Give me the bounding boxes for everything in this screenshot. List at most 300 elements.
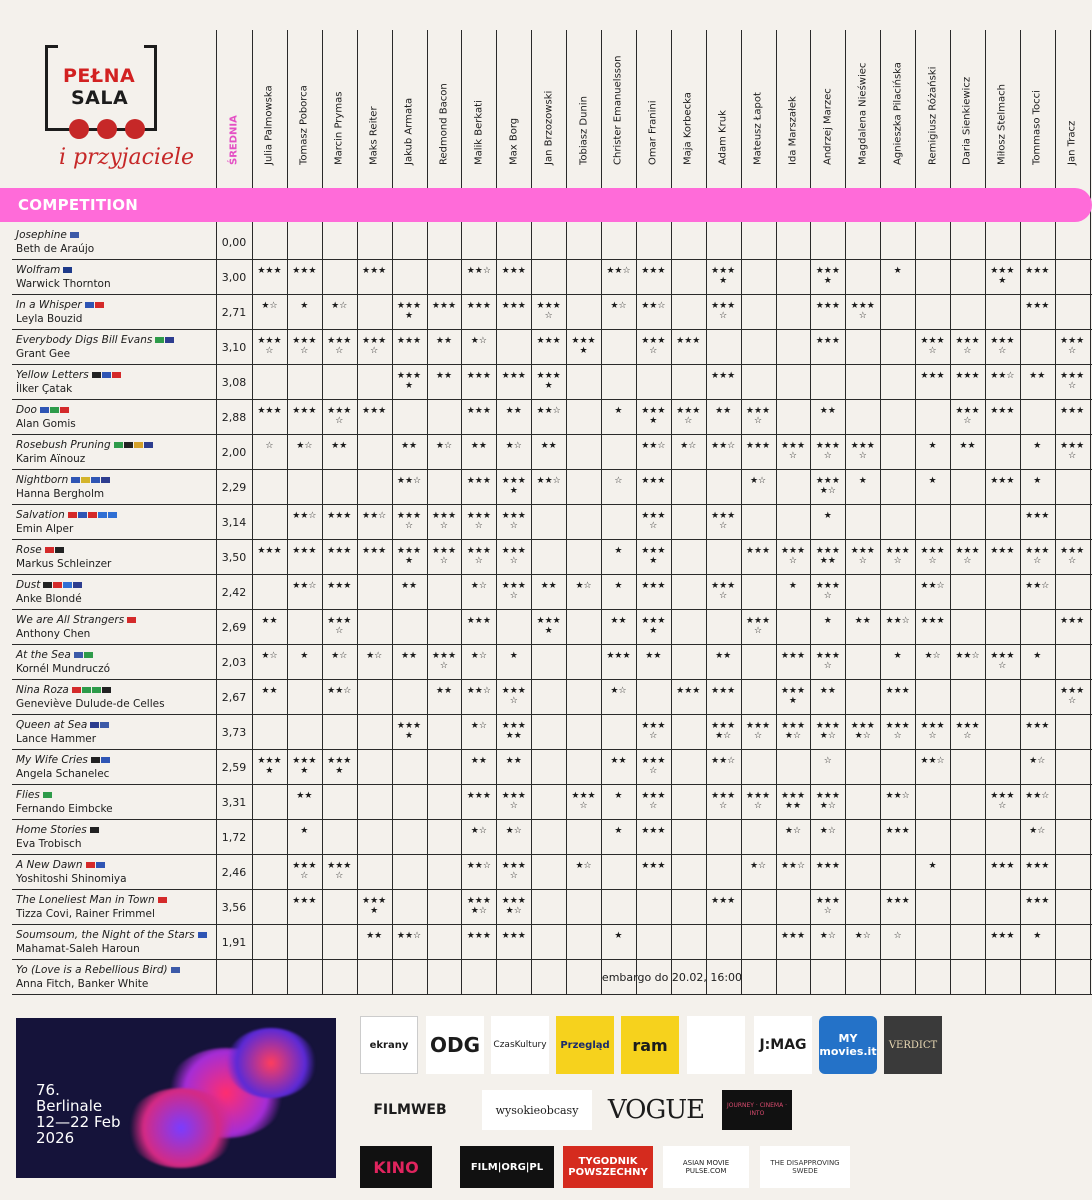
country-flag-icons [71, 476, 111, 485]
rating-stars: ★★★ [885, 896, 910, 906]
flag-icon [60, 407, 69, 413]
rating-stars: ★★★ [466, 371, 491, 381]
rating-stars: ★★★ ☆ [501, 686, 526, 706]
rating-stars: ★★★ ☆ [745, 721, 771, 741]
rating-stars: ★★★ ☆ [362, 336, 387, 356]
rating-stars: ★★☆ [362, 511, 387, 521]
average-rating: 3,31 [221, 796, 247, 809]
critic-column-header: Andrzej Marzec [822, 88, 834, 165]
rating-stars: ★★★ ☆ [641, 721, 666, 741]
flag-icon [85, 302, 94, 308]
rating-stars: ★★★ [990, 476, 1015, 486]
average-rating: 3,10 [221, 341, 247, 354]
rating-stars: ★★★ [466, 616, 491, 626]
critic-column-header: Ida Marszałek [787, 96, 799, 165]
rating-stars: ★★★ ☆ [641, 511, 666, 531]
rating-stars: ★★★ [536, 336, 561, 346]
rating-stars: ★★★ ☆ [501, 861, 526, 881]
rating-stars: ★★★ ☆ [990, 336, 1015, 356]
rating-stars: ★★★ ☆ [990, 791, 1015, 811]
country-flag-icons [90, 826, 100, 835]
rating-stars: ★★★ [501, 931, 526, 941]
rating-stars: ★★★ [955, 371, 980, 381]
film-director: Angela Schanelec [16, 768, 110, 780]
flag-icon [100, 722, 109, 728]
rating-stars: ★★★ ★ [641, 616, 666, 636]
flag-icon [91, 477, 100, 483]
rating-stars: ★★★ ☆ [711, 581, 736, 601]
rating-stars: ★★☆ [920, 581, 945, 591]
rating-stars: ★★★ ☆ [711, 301, 736, 321]
film-director: Grant Gee [16, 348, 71, 360]
rating-stars: ★ [1033, 651, 1042, 661]
rating-stars: ★ [823, 616, 832, 626]
film-title: Yellow Letters [16, 369, 122, 381]
rating-stars: ★★★ ★ [396, 546, 422, 566]
rating-stars: ★★★ [885, 686, 910, 696]
rating-stars: ★★★ ☆ [780, 441, 806, 461]
rating-stars: ★★☆ [327, 686, 352, 696]
film-title: We are All Strangers [16, 614, 137, 626]
film-title: Salvation [16, 509, 118, 521]
film-director: Lance Hammer [16, 733, 97, 745]
rating-stars: ★★★ ★ [327, 756, 352, 776]
film-title: A New Dawn [16, 859, 106, 871]
rating-stars: ★★★ ☆ [641, 336, 666, 356]
rating-stars: ★★☆ [396, 931, 422, 941]
rating-stars: ★☆ [331, 301, 348, 311]
flag-icon [155, 337, 164, 343]
critic-column-header: Tommaso Tocci [1031, 90, 1043, 165]
rating-stars: ★★★ ☆ [431, 511, 457, 531]
country-flag-icons [198, 931, 208, 940]
rating-stars: ★★★ ★☆ [501, 896, 526, 916]
rating-stars: ★★★ ☆ [1060, 336, 1085, 356]
rating-stars: ★★ [819, 406, 836, 416]
country-flag-icons [45, 546, 65, 555]
rating-stars: ★★★ ☆ [885, 721, 910, 741]
rating-stars: ★★ [505, 756, 522, 766]
film-row [0, 785, 1092, 820]
rating-stars: ★★★ ☆ [815, 441, 840, 461]
rating-stars: ★ [300, 826, 309, 836]
rating-stars: ★★★ ★☆ [780, 721, 806, 741]
average-rating: 2,00 [221, 446, 247, 459]
country-flag-icons [92, 371, 122, 380]
average-rating: 2,67 [221, 691, 247, 704]
film-title: Josephine [16, 229, 80, 241]
film-title: Soumsoum, the Night of the Stars [16, 929, 208, 941]
film-title: Wolfram [16, 264, 73, 276]
film-director: Eva Trobisch [16, 838, 82, 850]
film-row [0, 225, 1092, 260]
rating-stars: ★★★ [920, 371, 945, 381]
rating-stars: ★☆ [470, 336, 487, 346]
rating-stars: ★★ [435, 686, 453, 696]
sponsor-logo: J:MAG [754, 1016, 812, 1074]
rating-stars: ★★★ ☆ [327, 406, 352, 426]
film-director: Markus Schleinzer [16, 558, 112, 570]
film-row [0, 890, 1092, 925]
flag-icon [114, 442, 123, 448]
sponsor-logo: ekrany [360, 1016, 418, 1074]
rating-stars: ★★ [470, 441, 487, 451]
country-flag-icons [43, 791, 53, 800]
rating-stars: ★★★ ☆ [955, 721, 980, 741]
average-rating: 0,00 [221, 236, 247, 249]
flag-icon [165, 337, 174, 343]
film-row [0, 505, 1092, 540]
film-row [0, 610, 1092, 645]
footer [0, 1000, 1092, 1200]
rating-stars: ★★★ ★ [396, 721, 422, 741]
rating-stars: ★★★ ☆ [501, 581, 526, 601]
rating-stars: ★★☆ [466, 686, 491, 696]
rating-stars: ★★★ ☆ [745, 791, 771, 811]
rating-stars: ★★★ ★ [780, 686, 806, 706]
average-rating: 2,88 [221, 411, 247, 424]
rating-stars: ★★★ [676, 686, 701, 696]
rating-stars: ★★★ [990, 931, 1015, 941]
country-flag-icons [86, 861, 106, 870]
rating-stars: ★★☆ [396, 476, 422, 486]
critic-column-header: Christer Emanuelsson [612, 55, 624, 165]
rating-stars: ★☆ [470, 721, 487, 731]
rating-stars: ★★★ [815, 336, 840, 346]
flag-icon [92, 687, 101, 693]
rating-stars: ★★★ ☆ [501, 546, 526, 566]
flag-icon [171, 967, 180, 973]
rating-stars: ★★★ ☆ [920, 546, 945, 566]
country-flag-icons [43, 581, 83, 590]
sponsor-logo: THE DISAPPROVING SWEDE [760, 1146, 850, 1188]
rating-stars: ★★★ ☆ [676, 406, 701, 426]
average-rating: 3,56 [221, 901, 247, 914]
flag-icon [43, 582, 52, 588]
rating-stars: ★★★ [780, 651, 806, 661]
rating-stars: ★★☆ [955, 651, 980, 661]
rating-stars: ★★★ [641, 861, 666, 871]
rating-stars: ★★★ [362, 266, 387, 276]
rating-stars: ★★★ [396, 336, 422, 346]
film-director: Leyla Bouzid [16, 313, 83, 325]
rating-stars: ★★★ ★ [641, 546, 666, 566]
rating-stars: ★ [928, 861, 937, 871]
rating-stars: ★★ [470, 756, 487, 766]
critic-column-header: Maks Reiter [368, 106, 380, 165]
film-title: The Loneliest Man in Town [16, 894, 168, 906]
flag-icon [72, 687, 81, 693]
rating-stars: ★ [928, 441, 937, 451]
rating-stars: ★★★ ☆ [641, 756, 666, 776]
embargo-note: embargo do 20.02, 16:00 [601, 971, 743, 984]
average-rating: 1,91 [221, 936, 247, 949]
flag-icon [63, 582, 72, 588]
film-title: Nightborn [16, 474, 111, 486]
rating-stars: ★★★ ★ [292, 756, 317, 776]
rating-stars: ★☆ [575, 581, 592, 591]
rating-stars: ★★★ [780, 931, 806, 941]
rating-stars: ★★★ [1025, 721, 1050, 731]
rating-stars: ★★★ [257, 546, 282, 556]
rating-stars: ★★★ [466, 791, 491, 801]
rating-stars: ★★☆ [536, 476, 561, 486]
critic-column-header: Agnieszka Pilacińska [892, 62, 904, 165]
film-director: Yoshitoshi Shinomiya [16, 873, 127, 885]
rating-stars: ★★★ [1025, 861, 1050, 871]
rating-stars: ★★★ ☆ [431, 651, 457, 671]
rating-stars: ★★★ ☆ [920, 721, 945, 741]
rating-stars: ★★☆ [885, 791, 910, 801]
rating-stars: ★★☆ [1025, 791, 1050, 801]
flag-icon [90, 722, 99, 728]
flag-icon [92, 372, 101, 378]
rating-stars: ★★★ ★ [501, 476, 526, 496]
rating-stars: ★ [823, 511, 832, 521]
rating-stars: ★ [614, 826, 623, 836]
film-director: Warwick Thornton [16, 278, 111, 290]
sponsor-logo: FILM|ORG|PL [460, 1146, 554, 1188]
rating-stars: ★★★ [990, 546, 1015, 556]
film-director: Kornél Mundruczó [16, 663, 111, 675]
average-rating: 1,72 [221, 831, 247, 844]
film-director: Anke Blondé [16, 593, 82, 605]
rating-stars: ★★★ ☆ [955, 546, 980, 566]
rating-stars: ★★☆ [292, 581, 317, 591]
rating-stars: ★★★ ☆ [396, 511, 422, 531]
critic-column-header: Malik Berkati [473, 100, 485, 165]
rating-stars: ★ [1033, 931, 1042, 941]
sponsor-logo: Przegląd [556, 1016, 614, 1074]
rating-stars: ★★★ ☆ [257, 336, 282, 356]
rating-stars: ★★★ ☆ [1060, 371, 1085, 391]
rating-stars: ★★ [435, 371, 453, 381]
critic-column-header: Tobiasz Dunin [578, 96, 590, 165]
country-flag-icons [90, 721, 110, 730]
rating-stars: ★★ [261, 616, 278, 626]
rating-stars: ★★ [296, 791, 313, 801]
rating-stars: ★☆ [1029, 826, 1046, 836]
flag-icon [45, 547, 54, 553]
critic-column-header: Jan Brzozowski [543, 90, 555, 165]
rating-stars: ★★ [715, 406, 732, 416]
rating-stars: ★★★ [920, 616, 945, 626]
rating-stars: ★☆ [470, 651, 487, 661]
rating-stars: ★★★ ☆ [955, 336, 980, 356]
rating-stars: ★★★ [815, 861, 840, 871]
average-rating: 2,03 [221, 656, 247, 669]
film-director: Karim Aïnouz [16, 453, 86, 465]
flag-icon [86, 862, 95, 868]
film-title: In a Whisper [16, 299, 105, 311]
rating-stars: ★★★ [745, 441, 771, 451]
rating-stars: ★★★ ★ [396, 301, 422, 321]
film-director: Beth de Araújo [16, 243, 95, 255]
rating-stars: ★★ [1029, 371, 1046, 381]
rating-stars: ★★★ [1025, 896, 1050, 906]
rating-stars: ☆ [614, 476, 623, 486]
rating-stars: ★★★ [1025, 266, 1050, 276]
rating-stars: ★★★ ★☆ [466, 896, 491, 916]
rating-stars: ★★☆ [466, 861, 491, 871]
film-row [0, 365, 1092, 400]
rating-stars: ★★★ [1025, 301, 1050, 311]
rating-stars: ★★★ [292, 266, 317, 276]
rating-stars: ★★★ ☆ [641, 791, 666, 811]
rating-stars: ★★★ ☆ [431, 546, 457, 566]
rating-stars: ★★★ ☆ [501, 791, 526, 811]
critic-column-header: Maja Korbecka [682, 92, 694, 165]
rating-stars: ★★★ [327, 546, 352, 556]
rating-stars: ★☆ [331, 651, 348, 661]
critic-column-header: Marcin Prymas [333, 91, 345, 165]
rating-stars: ★★★ ☆ [466, 546, 491, 566]
rating-stars: ★★★ ☆ [501, 511, 526, 531]
film-title: Yo (Love is a Rebellious Bird) [16, 964, 181, 976]
film-row [0, 330, 1092, 365]
rating-stars: ★ [300, 651, 309, 661]
country-flag-icons [74, 651, 94, 660]
flag-icon [144, 442, 153, 448]
sponsor-logo: TYGODNIK POWSZECHNY [563, 1146, 653, 1188]
average-rating: 3,14 [221, 516, 247, 529]
country-flag-icons [171, 966, 181, 975]
flag-icon [68, 512, 77, 518]
country-flag-icons [155, 336, 175, 345]
pelna-sala-logo [45, 45, 195, 175]
flag-icon [98, 512, 107, 518]
rating-stars: ★★★ ☆ [780, 546, 806, 566]
rating-stars: ☆ [823, 756, 832, 766]
rating-stars: ★★ [435, 336, 453, 346]
flag-icon [55, 547, 64, 553]
film-row [0, 470, 1092, 505]
section-label: COMPETITION [18, 196, 139, 214]
rating-stars: ★☆ [924, 651, 941, 661]
logo-tagline: i przyjaciele [59, 145, 195, 170]
sponsor-logo: CzasKultury [491, 1016, 549, 1074]
rating-stars: ☆ [265, 441, 274, 451]
rating-stars: ★★★ ☆ [571, 791, 596, 811]
film-row [0, 400, 1092, 435]
flag-icon [101, 477, 110, 483]
rating-stars: ★☆ [261, 301, 278, 311]
film-title: Nina Roza [16, 684, 112, 696]
rating-stars: ★★★ ★ [815, 266, 840, 286]
rating-stars: ★★★ ★ [990, 266, 1015, 286]
flag-icon [96, 862, 105, 868]
rating-stars: ★★ [261, 686, 278, 696]
sponsor-logo: VOGUE [607, 1095, 705, 1125]
country-flag-icons [63, 266, 73, 275]
critic-column-header: Tomasz Poborca [298, 85, 310, 165]
rating-stars: ★☆ [261, 651, 278, 661]
logo-dots [69, 119, 145, 139]
flag-icon [63, 267, 72, 273]
rating-stars: ★ [858, 476, 867, 486]
rating-stars: ★★★ ☆ [955, 406, 980, 426]
average-rating: 3,00 [221, 271, 247, 284]
rating-stars: ★★★ ☆ [327, 861, 352, 881]
film-row [0, 680, 1092, 715]
rating-stars: ★★★ ☆ [292, 336, 317, 356]
sponsor-logo: KINO [360, 1146, 432, 1188]
rating-stars: ★★★ ★ [571, 336, 596, 356]
average-column-header: ŚREDNIA [228, 115, 240, 165]
rating-stars: ★★★ ★☆ [850, 721, 875, 741]
film-title: Dust [16, 579, 83, 591]
film-row [0, 750, 1092, 785]
average-rating: 2,46 [221, 866, 247, 879]
rating-stars: ★★★ [815, 301, 840, 311]
rating-stars: ★★★ ★ [257, 756, 282, 776]
rating-stars: ★★★ [990, 406, 1015, 416]
rating-stars: ★★★ [641, 266, 666, 276]
country-flag-icons [127, 616, 137, 625]
critic-column-header: Mateusz Łapot [752, 92, 764, 165]
rating-stars: ★★☆ [641, 301, 666, 311]
flag-icon [82, 687, 91, 693]
rating-stars: ★★★ [1060, 406, 1085, 416]
film-director: Anthony Chen [16, 628, 91, 640]
country-flag-icons [158, 896, 168, 905]
film-row [0, 260, 1092, 295]
rating-stars: ★★★ [990, 861, 1015, 871]
flag-icon [70, 232, 79, 238]
flag-icon [101, 757, 110, 763]
rating-stars: ★★ [610, 616, 627, 626]
rating-stars: ★★★ [1025, 511, 1050, 521]
average-rating: 3,08 [221, 376, 247, 389]
rating-stars: ★★★ ☆ [711, 791, 736, 811]
critic-column-header: Miłosz Stelmach [996, 84, 1008, 165]
rating-stars: ★☆ [575, 861, 592, 871]
logo-line-2: SALA [71, 87, 129, 109]
film-director: Mahamat-Saleh Haroun [16, 943, 140, 955]
rating-stars: ★★☆ [641, 441, 666, 451]
rating-stars: ★★★ ☆ [920, 336, 945, 356]
flag-icon [78, 512, 87, 518]
country-flag-icons [91, 756, 111, 765]
sponsor-logo: wysokieobcasy [482, 1090, 592, 1130]
flag-icon [102, 372, 111, 378]
film-director: Tizza Covi, Rainer Frimmel [16, 908, 155, 920]
sponsor-logo: ODG [426, 1016, 484, 1074]
film-row [0, 960, 1092, 995]
rating-stars: ★★★ [501, 266, 526, 276]
critic-column-header: Omar Franini [647, 100, 659, 165]
film-director: Fernando Eimbcke [16, 803, 113, 815]
rating-stars: ★ [300, 301, 309, 311]
rating-stars: ★★★ [711, 371, 736, 381]
flag-icon [74, 652, 83, 658]
berlinale-banner [16, 1018, 336, 1178]
rating-stars: ★★★ [362, 546, 387, 556]
critic-column-header: Jakub Armata [403, 97, 415, 165]
rating-stars: ★☆ [505, 441, 522, 451]
rating-stars: ★★★ [606, 651, 631, 661]
film-title: Doo [16, 404, 70, 416]
film-title: Rose [16, 544, 65, 556]
rating-stars: ★★★ [711, 686, 736, 696]
critic-column-header: Max Borg [508, 117, 520, 165]
rating-stars: ★☆ [784, 826, 802, 836]
film-director: Hanna Bergholm [16, 488, 105, 500]
rating-stars: ★ [614, 791, 623, 801]
country-flag-icons [70, 231, 80, 240]
rating-stars: ★★★ ★★ [815, 546, 840, 566]
flag-icon [50, 407, 59, 413]
